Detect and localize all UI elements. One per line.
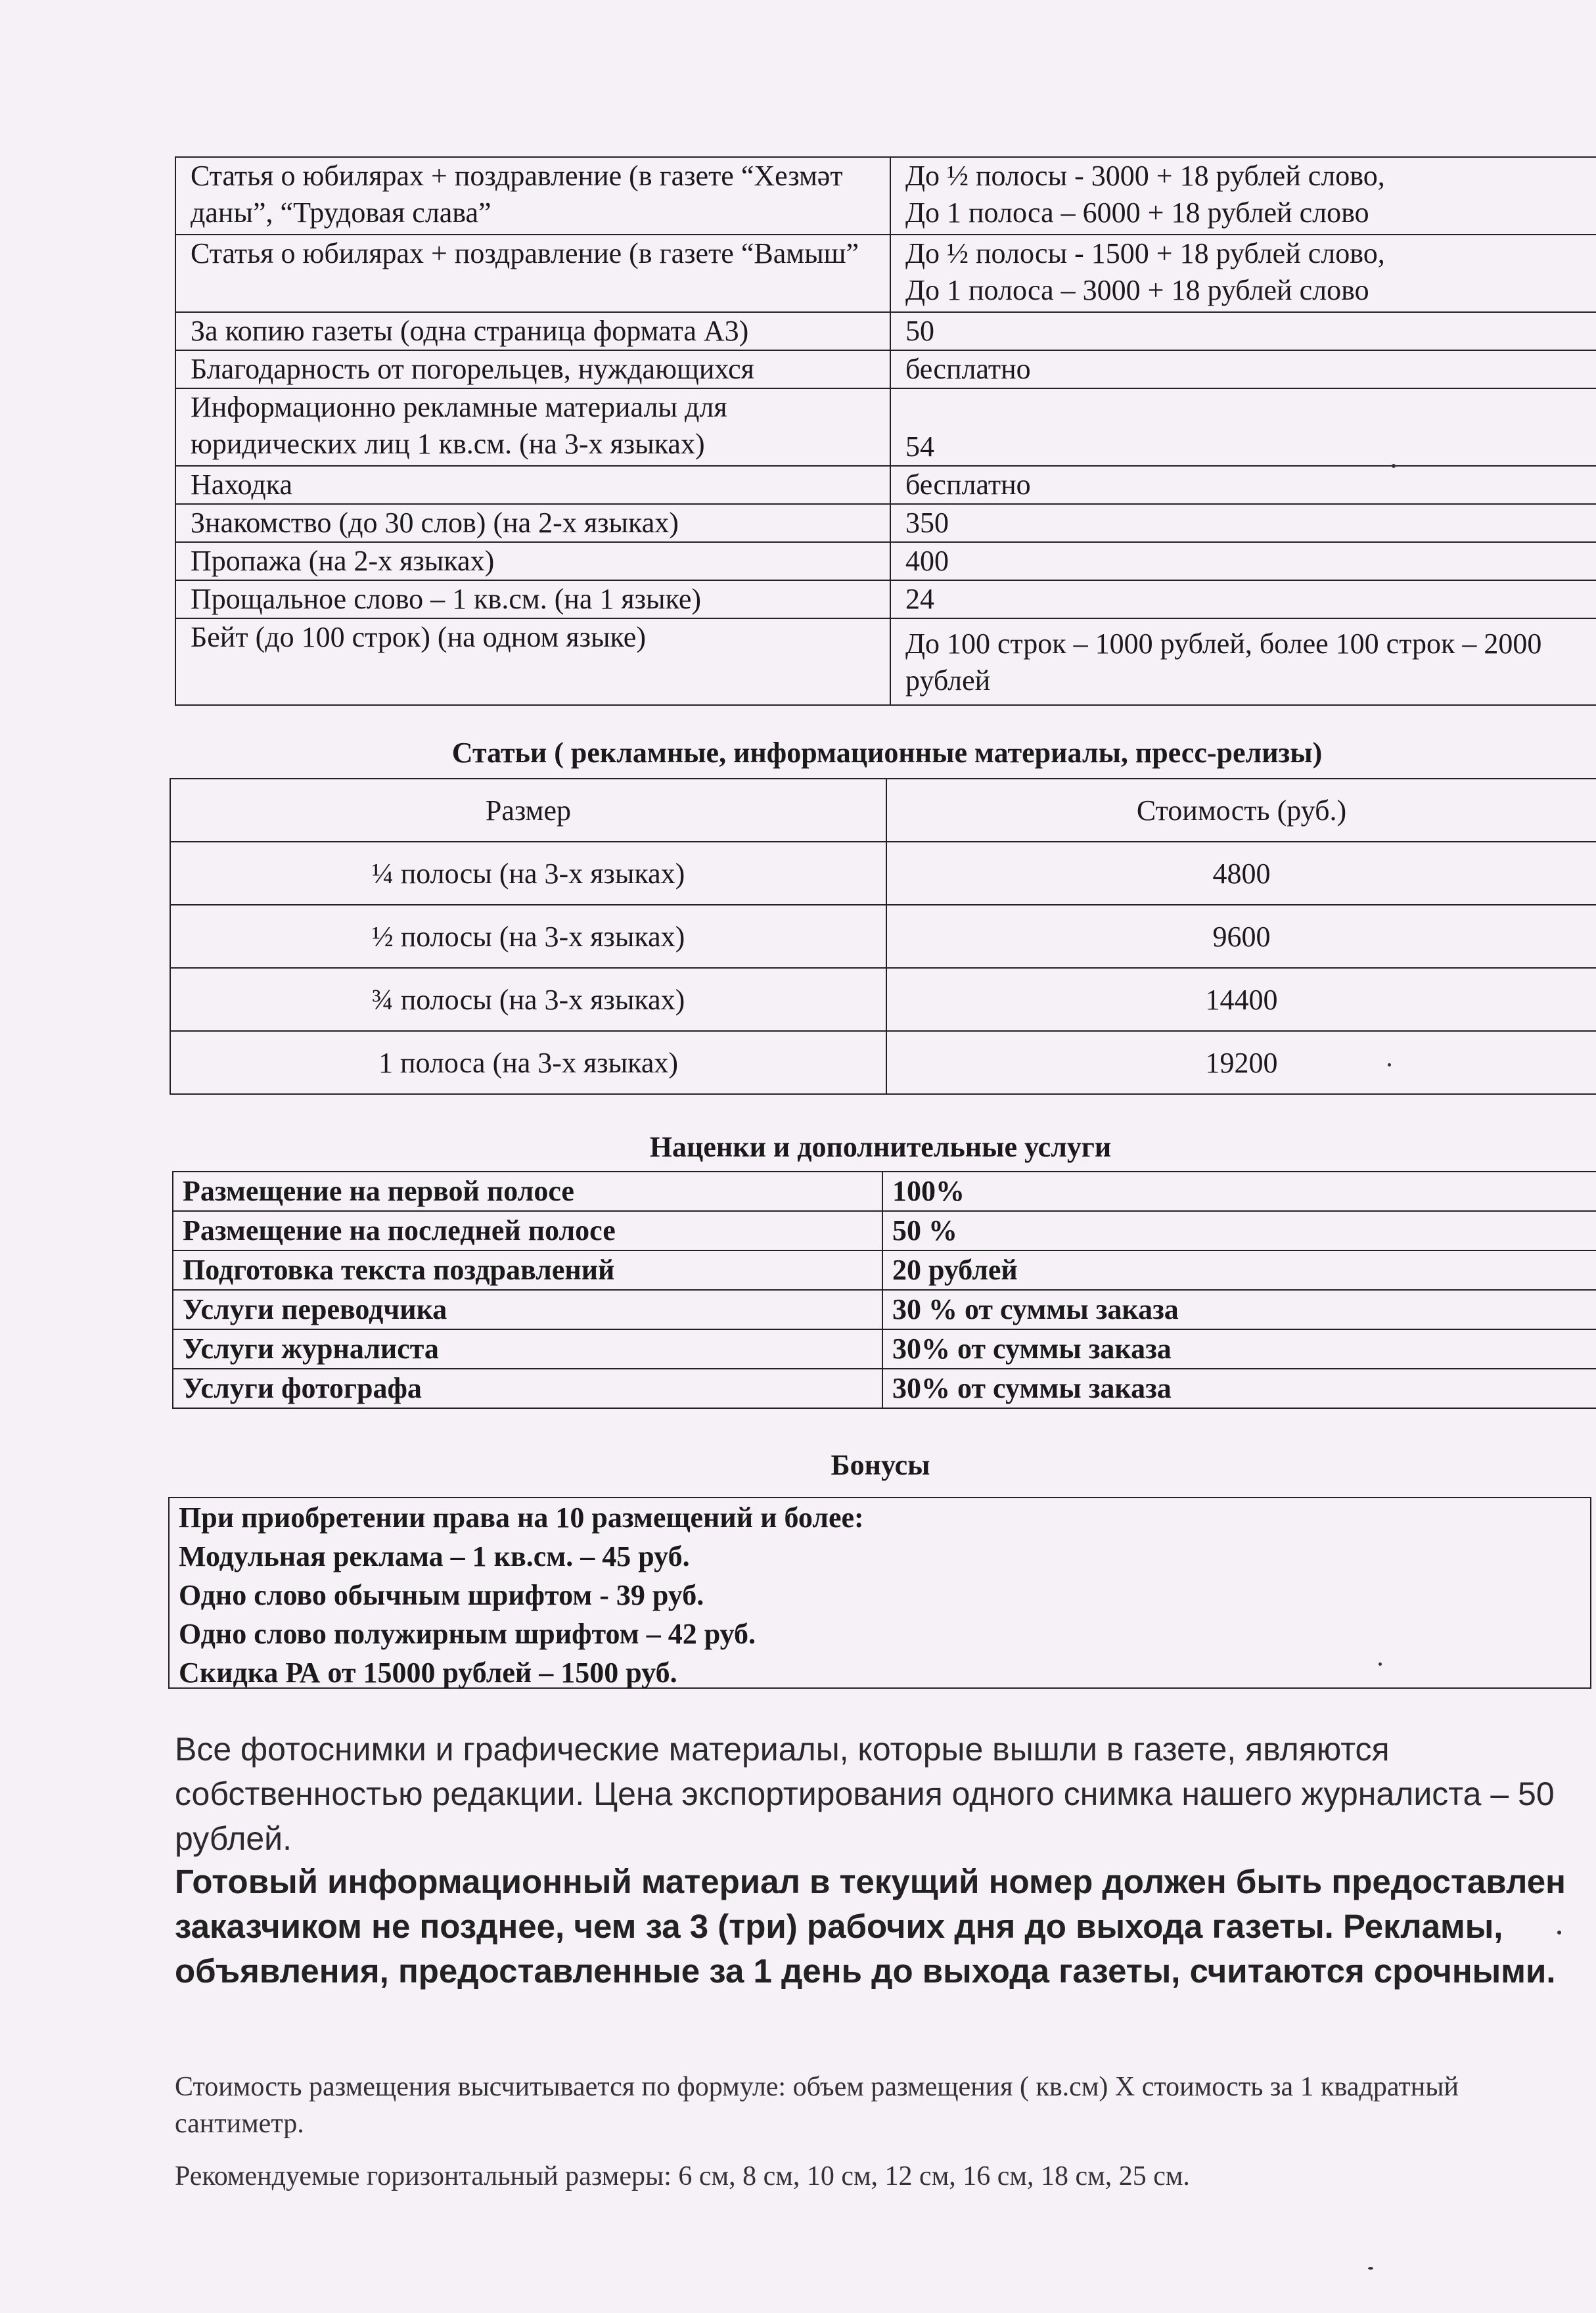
table-row [173, 1369, 1596, 1408]
table-row [173, 1329, 1596, 1369]
price-label-cell: Находка [175, 466, 890, 504]
size-cell: ½ полосы (на 3-х языках) [170, 905, 886, 968]
price-value-cell [890, 235, 1596, 312]
price-value-cell: 400 [890, 542, 1596, 580]
table-row [175, 618, 1596, 705]
table-row [173, 1290, 1596, 1329]
price-value-cell: бесплатно [890, 466, 1596, 504]
service-cell: Услуги фотографа [173, 1369, 882, 1408]
price-label-cell: Статья о юбилярах + поздравление (в газете “Вамыш” [175, 235, 890, 312]
scan-speck [1392, 464, 1396, 468]
articles-table [170, 778, 1596, 1095]
table-row [173, 1250, 1596, 1290]
price-label-cell: Прощальное слово – 1 кв.см. (на 1 языке) [175, 580, 890, 618]
table-row [170, 905, 1596, 968]
price-value-cell: бесплатно [890, 350, 1596, 388]
sizes-note: Рекомендуемые горизонтальный размеры: 6 см, 8 см, 10 см, 12 см, 16 см, 18 см, 25 см. [175, 2161, 1190, 2191]
surcharge-cell: 50 % [882, 1211, 1596, 1250]
price-value-cell: 50 [890, 312, 1596, 350]
table-row [175, 388, 1596, 466]
size-cell: ¼ полосы (на 3-х языках) [170, 842, 886, 905]
bonus-line: Одно слово обычным шрифтом - 39 руб. [179, 1579, 704, 1611]
bonus-line: Скидка РА от 15000 рублей – 1500 руб. [179, 1657, 677, 1689]
price-label-cell: Пропажа (на 2-х языках) [175, 542, 890, 580]
surcharge-cell: 30 % от суммы заказа [882, 1290, 1596, 1329]
service-cell: Услуги переводчика [173, 1290, 882, 1329]
price-table [175, 156, 1596, 706]
table-row [175, 157, 1596, 235]
cost-cell: 9600 [886, 905, 1596, 968]
price-line: До ½ полосы - 3000 + 18 рублей слово, [905, 160, 1385, 192]
bonus-line: Модульная реклама – 1 кв.см. – 45 руб. [179, 1540, 690, 1572]
price-label-cell: Знакомство (до 30 слов) (на 2-х языках) [175, 504, 890, 542]
price-label-cell: За копию газеты (одна страница формата А3) [175, 312, 890, 350]
surcharge-cell: 30% от суммы заказа [882, 1369, 1596, 1408]
table-row [175, 542, 1596, 580]
table-header-row [170, 779, 1596, 842]
price-value-cell: До 100 строк – 1000 рублей, более 100 строк – 2000 рублей [890, 618, 1596, 705]
cost-cell: 19200 [886, 1031, 1596, 1094]
scan-speck [1379, 1662, 1382, 1666]
price-value-cell [890, 157, 1596, 235]
bonuses-heading: Бонусы [831, 1449, 930, 1481]
table-row [175, 235, 1596, 312]
formula-note: Стоимость размещения высчитывается по формуле: объем размещения ( кв.см) Х стоимость за 1 квадратный сантиметр. [175, 2072, 1459, 2139]
size-cell: ¾ полосы (на 3-х языках) [170, 968, 886, 1031]
price-value-cell: 54 [890, 388, 1596, 466]
table-row [170, 842, 1596, 905]
scan-speck [1557, 1931, 1561, 1935]
cost-cell: 14400 [886, 968, 1596, 1031]
price-label-cell: Бейт (до 100 строк) (на одном языке) [175, 618, 890, 705]
table-row [175, 504, 1596, 542]
cost-cell: 4800 [886, 842, 1596, 905]
price-line: До 1 полоса – 6000 + 18 рублей слово [905, 196, 1369, 229]
bonus-line: Одно слово полужирным шрифтом – 42 руб. [179, 1618, 756, 1650]
table-row [175, 580, 1596, 618]
bonus-line: При приобретении права на 10 размещений и более: [179, 1501, 864, 1534]
table-row [175, 312, 1596, 350]
service-cell: Размещение на последней полосе [173, 1211, 882, 1250]
price-label-cell: Статья о юбилярах + поздравление (в газете “Хезмәт даны”, “Трудовая слава” [175, 157, 890, 235]
bonuses-box [168, 1497, 1591, 1689]
surcharge-cell: 30% от суммы заказа [882, 1329, 1596, 1369]
service-cell: Подготовка текста поздравлений [173, 1250, 882, 1290]
deadline-note: Готовый информационный материал в текущий номер должен быть предоставлен заказчиком не позднее, чем за 3 (три) рабочих дня до выхода газеты. Рекламы, объявления, предоставленные за 1 день до выхода газеты, считаются срочными. [175, 1863, 1566, 1990]
articles-heading: Статьи ( рекламные, информационные материалы, пресс-релизы) [451, 737, 1323, 769]
price-value-cell: 24 [890, 580, 1596, 618]
scan-speck [1368, 2267, 1373, 2270]
surcharge-cell: 20 рублей [882, 1250, 1596, 1290]
table-row [173, 1211, 1596, 1250]
table-row [173, 1172, 1596, 1211]
surcharge-cell: 100% [882, 1172, 1596, 1211]
table-row [175, 466, 1596, 504]
size-cell: 1 полоса (на 3-х языках) [170, 1031, 886, 1094]
surcharges-table [172, 1171, 1596, 1409]
table-row [175, 350, 1596, 388]
price-line: До ½ полосы - 1500 + 18 рублей слово, [905, 237, 1385, 269]
photo-rights-note: Все фотоснимки и графические материалы, которые вышли в газете, являются собственностью редакции. Цена экспортирования одного снимка нашего журналиста – 50 рублей. [175, 1731, 1555, 1857]
price-line: До 1 полоса – 3000 + 18 рублей слово [905, 274, 1369, 306]
column-header: Размер [170, 779, 886, 842]
surcharges-heading: Наценки и дополнительные услуги [649, 1131, 1112, 1163]
scan-speck [1388, 1063, 1391, 1066]
table-row [170, 1031, 1596, 1094]
service-cell: Услуги журналиста [173, 1329, 882, 1369]
column-header: Стоимость (руб.) [886, 779, 1596, 842]
price-label-cell: Информационно рекламные материалы для юридических лиц 1 кв.см. (на 3-х языках) [175, 388, 890, 466]
table-row [170, 968, 1596, 1031]
service-cell: Размещение на первой полосе [173, 1172, 882, 1211]
price-label-cell: Благодарность от погорельцев, нуждающихся [175, 350, 890, 388]
price-value-cell: 350 [890, 504, 1596, 542]
